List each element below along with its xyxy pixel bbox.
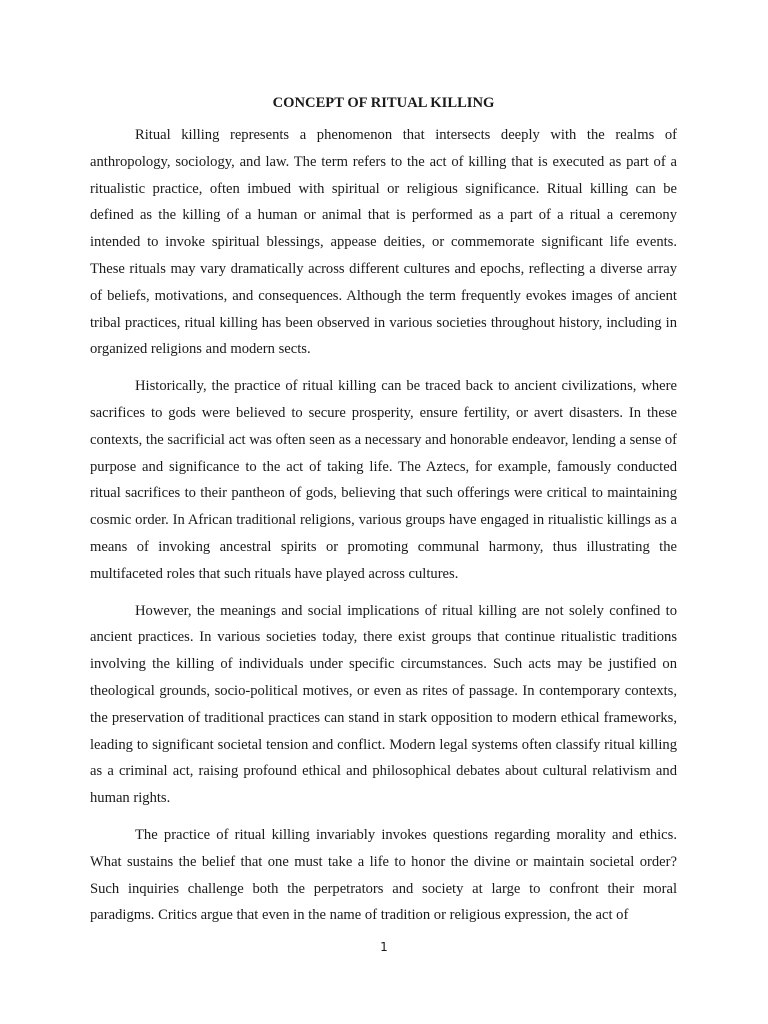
document-body bbox=[90, 92, 677, 939]
document-title: CONCEPT OF RITUAL KILLING bbox=[272, 95, 495, 111]
paragraph-3: However, the meanings and social implications of ritual killing are not solely confined to ancient practices. In various societies today, there exist groups that continue ritualistic traditions involving the killing of individuals under specific circumstances. Such acts may be justified on theological grounds, socio-political motives, or even as rites of passage. In contemporary contexts, the preservation of traditional practices can stand in stark opposition to modern ethical frameworks, leading to significant societal tension and conflict. Modern legal systems often classify ritual killing as a criminal act, raising profound ethical and philosophical debates about cultural relativism and human rights. bbox=[90, 602, 677, 807]
paragraph-4: The practice of ritual killing invariably invokes questions regarding morality and ethics. What sustains the belief that one must take a life to honor the divine or maintain societal order? Such inquiries challenge both the perpetrators and society at large to confront their moral paradigms. Critics argue that even in the name of tradition or religious expression, the act of bbox=[90, 826, 677, 924]
page-number: 1 bbox=[380, 940, 388, 954]
paragraph-2: Historically, the practice of ritual killing can be traced back to ancient civilizations, where sacrifices to gods were believed to secure prosperity, ensure fertility, or avert disasters. In these contexts, the sacrificial act was often seen as a necessary and honorable endeavor, lending a sense of purpose and significance to the act of taking life. The Aztecs, for example, famously conducted ritual sacrifices to their pantheon of gods, believing that such offerings were critical to maintaining cosmic order. In African traditional religions, various groups have engaged in ritualistic killings as a means of invoking ancestral spirits or promoting communal harmony, thus illustrating the multifaceted roles that such rituals have played across cultures. bbox=[90, 378, 677, 582]
paragraph-1: Ritual killing represents a phenomenon that intersects deeply with the realms of anthropology, sociology, and law. The term refers to the act of killing that is executed as part of a ritualistic practice, often imbued with spiritual or religious significance. Ritual killing can be defined as the killing of a human or animal that is performed as a part of a ritual a ceremony intended to invoke spiritual blessings, appease deities, or commemorate significant life events. These rituals may vary dramatically across different cultures and epochs, reflecting a diverse array of beliefs, motivations, and consequences. Although the term frequently evokes images of ancient tribal practices, ritual killing has been observed in various societies throughout history, including in organized religions and modern sects. bbox=[90, 127, 677, 358]
